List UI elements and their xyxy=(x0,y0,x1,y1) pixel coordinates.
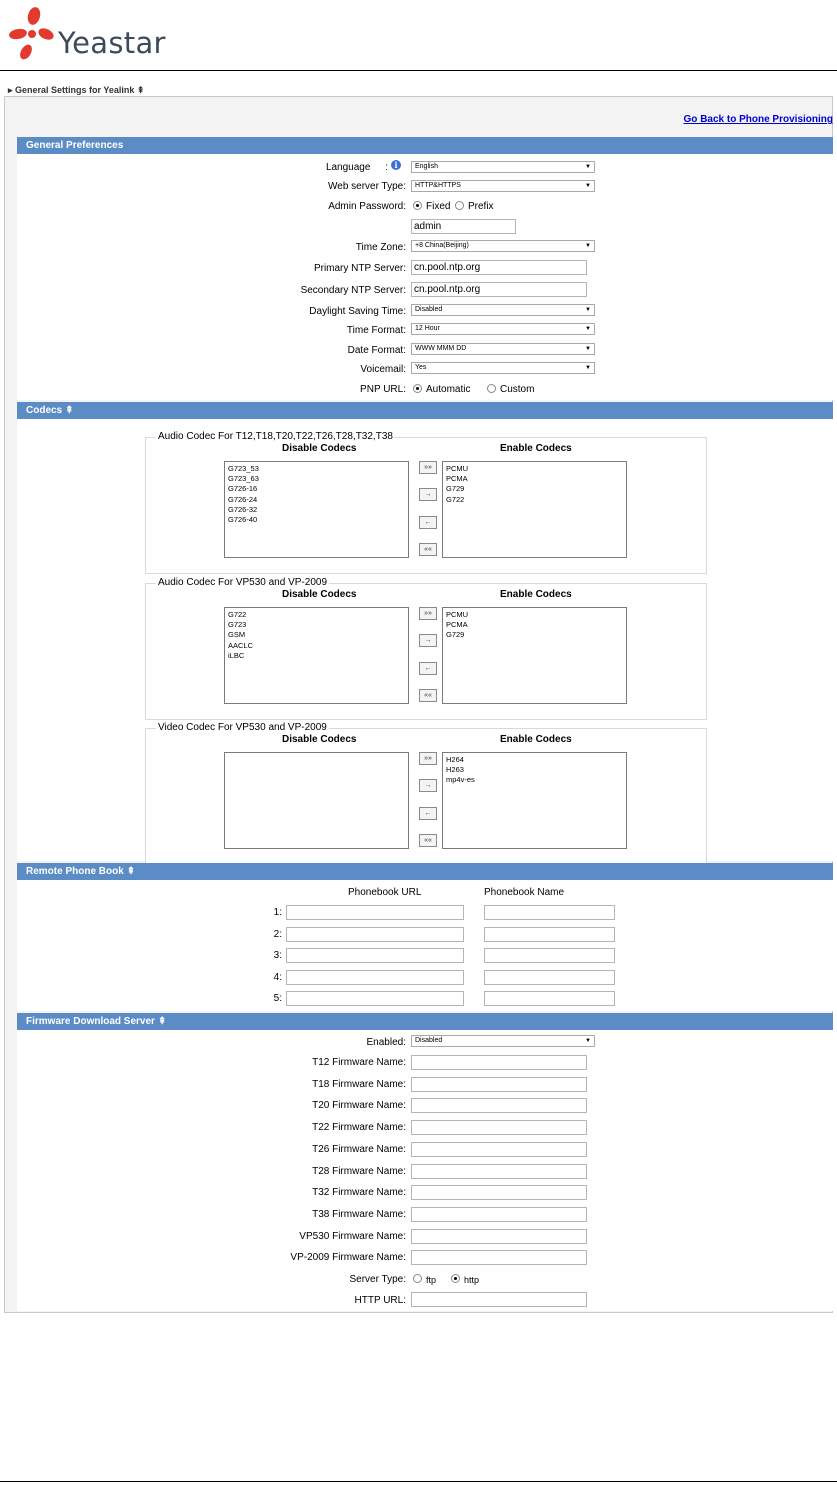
logo-mark-icon xyxy=(6,4,60,62)
move-all-right-button[interactable]: »» xyxy=(419,461,437,474)
list-item[interactable]: G726-24 xyxy=(228,494,258,504)
disable-codecs-header: Disable Codecs xyxy=(282,734,357,745)
firmware-enabled-select[interactable]: Disabled ▼ xyxy=(411,1035,595,1047)
list-item[interactable]: G722 xyxy=(446,494,465,504)
list-item[interactable]: PCMU xyxy=(446,464,469,473)
secondary-ntp-label: Secondary NTP Server: xyxy=(300,285,406,296)
logo-text: Yeastar xyxy=(58,26,166,60)
admin-fixed-radio[interactable] xyxy=(413,201,422,210)
firmware-name-label: T38 Firmware Name: xyxy=(312,1208,406,1220)
timezone-select[interactable]: +8 China(Beijing) ▼ xyxy=(411,240,595,252)
dst-label: Daylight Saving Time: xyxy=(309,306,406,317)
phonebook-row-label: 5: xyxy=(273,993,282,1004)
pnp-automatic-radio[interactable] xyxy=(413,384,422,393)
breadcrumb: ▸ General Settings for Yealink ⇞ xyxy=(8,85,145,95)
firmware-name-label: T28 Firmware Name: xyxy=(312,1165,406,1177)
yeastar-logo xyxy=(6,4,166,64)
disable-codecs-header: Disable Codecs xyxy=(282,589,357,600)
general-preferences-header[interactable]: General Preferences xyxy=(17,137,833,154)
move-right-button[interactable]: → xyxy=(419,488,437,501)
primary-ntp-label: Primary NTP Server: xyxy=(313,263,406,274)
firmware-enabled-label: Enabled: xyxy=(366,1037,406,1048)
list-item[interactable]: G729 xyxy=(446,484,465,494)
pnp-url-label: PNP URL: xyxy=(360,384,406,395)
info-icon[interactable]: i xyxy=(391,160,401,170)
admin-prefix-label: Prefix xyxy=(468,201,494,212)
timezone-label: Time Zone: xyxy=(355,242,406,253)
firmware-name-input[interactable] xyxy=(411,1250,587,1265)
firmware-name-label: VP-2009 Firmware Name: xyxy=(290,1252,406,1264)
codec-group-legend: Audio Codec For VP530 and VP-2009 xyxy=(158,577,327,588)
firmware-name-label: T18 Firmware Name: xyxy=(312,1078,406,1090)
phonebook-row-label: 4: xyxy=(273,971,282,983)
phonebook-url-input[interactable] xyxy=(286,905,464,920)
list-item[interactable]: G726-16 xyxy=(228,484,258,494)
firmware-name-input[interactable] xyxy=(411,1077,587,1092)
collapse-icon: ⇞ xyxy=(157,1016,167,1027)
move-right-button[interactable]: → xyxy=(419,634,437,647)
dst-select[interactable]: Disabled ▼ xyxy=(411,304,595,316)
firmware-name-input[interactable] xyxy=(411,1098,587,1113)
secondary-ntp-input[interactable]: cn.pool.ntp.org xyxy=(411,282,587,297)
voicemail-label: Voicemail: xyxy=(360,364,406,375)
move-all-right-button[interactable]: »» xyxy=(419,607,437,620)
phonebook-url-input[interactable] xyxy=(286,970,464,985)
header-divider xyxy=(0,70,837,71)
codecs-header[interactable]: Codecs ⇞ xyxy=(17,402,833,419)
enable-codecs-header: Enable Codecs xyxy=(500,443,572,454)
phonebook-name-header: Phonebook Name xyxy=(484,887,565,898)
date-format-select[interactable]: WWW MMM DD ▼ xyxy=(411,343,595,355)
admin-password-label: Admin Password: xyxy=(328,201,406,212)
footer-divider xyxy=(0,1481,837,1482)
firmware-name-input[interactable] xyxy=(411,1055,587,1070)
firmware-name-label: T26 Firmware Name: xyxy=(312,1143,406,1155)
phonebook-name-input[interactable] xyxy=(484,970,615,985)
list-item[interactable]: G729 xyxy=(446,630,465,640)
time-format-label: Time Format: xyxy=(346,325,406,336)
phonebook-name-input[interactable] xyxy=(484,905,615,920)
enable-codecs-header: Enable Codecs xyxy=(500,734,572,745)
time-format-select[interactable]: 12 Hour ▼ xyxy=(411,323,595,335)
list-item[interactable]: G722 xyxy=(228,610,247,619)
server-type-label: Server Type: xyxy=(349,1274,406,1285)
list-item[interactable]: H264 xyxy=(446,755,464,764)
list-item[interactable]: PCMA xyxy=(446,474,468,484)
list-item[interactable]: iLBC xyxy=(228,650,245,660)
language-label: Language : xyxy=(325,162,388,173)
firmware-name-label: T22 Firmware Name: xyxy=(312,1122,406,1134)
phonebook-row-label: 1: xyxy=(273,907,282,918)
pnp-automatic-label: Automatic xyxy=(426,384,471,395)
pnp-custom-label: Custom xyxy=(500,384,535,395)
disabled-codecs-list[interactable] xyxy=(224,461,409,558)
firmware-name-input[interactable] xyxy=(411,1207,587,1222)
voicemail-select[interactable]: Yes ▼ xyxy=(411,362,595,374)
move-all-left-button[interactable]: «« xyxy=(419,834,437,847)
list-item[interactable]: G723 xyxy=(228,620,247,630)
list-item[interactable]: mp4v-es xyxy=(446,775,475,785)
phonebook-name-input[interactable] xyxy=(484,948,615,963)
list-item[interactable]: PCMA xyxy=(446,620,468,630)
admin-password-input[interactable]: admin xyxy=(411,219,516,234)
firmware-name-label: T12 Firmware Name: xyxy=(312,1057,406,1068)
enable-codecs-header: Enable Codecs xyxy=(500,589,572,600)
phonebook-url-header: Phonebook URL xyxy=(348,887,422,898)
server-ftp-label: ftp xyxy=(426,1275,437,1285)
collapse-icon: ⇞ xyxy=(65,405,74,416)
list-item[interactable]: G723_63 xyxy=(228,474,259,484)
list-item[interactable]: H263 xyxy=(446,765,464,775)
firmware-name-label: T20 Firmware Name: xyxy=(312,1100,406,1112)
move-left-button[interactable]: ← xyxy=(419,516,437,529)
list-item[interactable]: G726-32 xyxy=(228,504,258,514)
firmware-name-input[interactable] xyxy=(411,1164,587,1179)
back-to-provisioning-link[interactable]: Go Back to Phone Provisioning xyxy=(683,114,833,125)
date-format-label: Date Format: xyxy=(347,345,406,356)
server-ftp-radio[interactable] xyxy=(413,1274,422,1283)
enabled-codecs-list[interactable] xyxy=(442,752,627,849)
firmware-name-input[interactable] xyxy=(411,1142,587,1157)
list-item[interactable]: PCMU xyxy=(446,610,469,619)
collapse-icon: ⇞ xyxy=(126,866,136,877)
list-item[interactable]: GSM xyxy=(228,630,246,640)
move-right-button[interactable]: → xyxy=(419,779,437,792)
phonebook-name-input[interactable] xyxy=(484,927,615,942)
phonebook-row-label: 2: xyxy=(273,928,282,940)
phonebook-name-input[interactable] xyxy=(484,991,615,1006)
codec-group-legend: Audio Codec For T12,T18,T20,T22,T26,T28,T32,T38 xyxy=(158,431,393,442)
disabled-codecs-list[interactable] xyxy=(224,752,409,849)
move-left-button[interactable]: ← xyxy=(419,662,437,675)
firmware-name-label: T32 Firmware Name: xyxy=(312,1187,406,1199)
firmware-name-label: VP530 Firmware Name: xyxy=(299,1230,406,1242)
web-server-label: Web server Type: xyxy=(328,181,406,192)
move-all-left-button[interactable]: «« xyxy=(419,543,437,556)
admin-prefix-radio[interactable] xyxy=(455,201,464,210)
phonebook-url-input[interactable] xyxy=(286,991,464,1006)
breadcrumb-strip xyxy=(0,82,837,95)
primary-ntp-input[interactable]: cn.pool.ntp.org xyxy=(411,260,587,275)
move-all-right-button[interactable]: »» xyxy=(419,752,437,765)
move-all-left-button[interactable]: «« xyxy=(419,689,437,702)
enabled-codecs-list[interactable] xyxy=(442,607,627,704)
firmware-name-input[interactable] xyxy=(411,1120,587,1135)
phonebook-url-input[interactable] xyxy=(286,948,464,963)
web-server-select[interactable]: HTTP&HTTPS ▼ xyxy=(411,180,595,192)
http-url-label: HTTP URL: xyxy=(354,1295,406,1306)
disabled-codecs-list[interactable] xyxy=(224,607,409,704)
firmware-header[interactable]: Firmware Download Server ⇞ xyxy=(17,1013,833,1030)
phonebook-header[interactable]: Remote Phone Book ⇞ xyxy=(17,863,833,880)
move-left-button[interactable]: ← xyxy=(419,807,437,820)
list-item[interactable]: AACLC xyxy=(228,640,254,650)
admin-fixed-label: Fixed xyxy=(426,201,451,212)
phonebook-row-label: 3: xyxy=(273,950,282,961)
firmware-name-input[interactable] xyxy=(411,1185,587,1200)
language-select[interactable]: English ▼ xyxy=(411,161,595,173)
enabled-codecs-list[interactable] xyxy=(442,461,627,558)
codec-group-legend: Video Codec For VP530 and VP-2009 xyxy=(158,722,327,733)
firmware-name-input[interactable] xyxy=(411,1229,587,1244)
list-item[interactable]: G726-40 xyxy=(228,515,258,525)
server-http-label: http xyxy=(464,1275,480,1285)
server-http-radio[interactable] xyxy=(451,1274,460,1283)
http-url-input[interactable] xyxy=(411,1292,587,1307)
list-item[interactable]: G723_53 xyxy=(228,464,259,473)
disable-codecs-header: Disable Codecs xyxy=(282,443,357,454)
pnp-custom-radio[interactable] xyxy=(487,384,496,393)
phonebook-url-input[interactable] xyxy=(286,927,464,942)
